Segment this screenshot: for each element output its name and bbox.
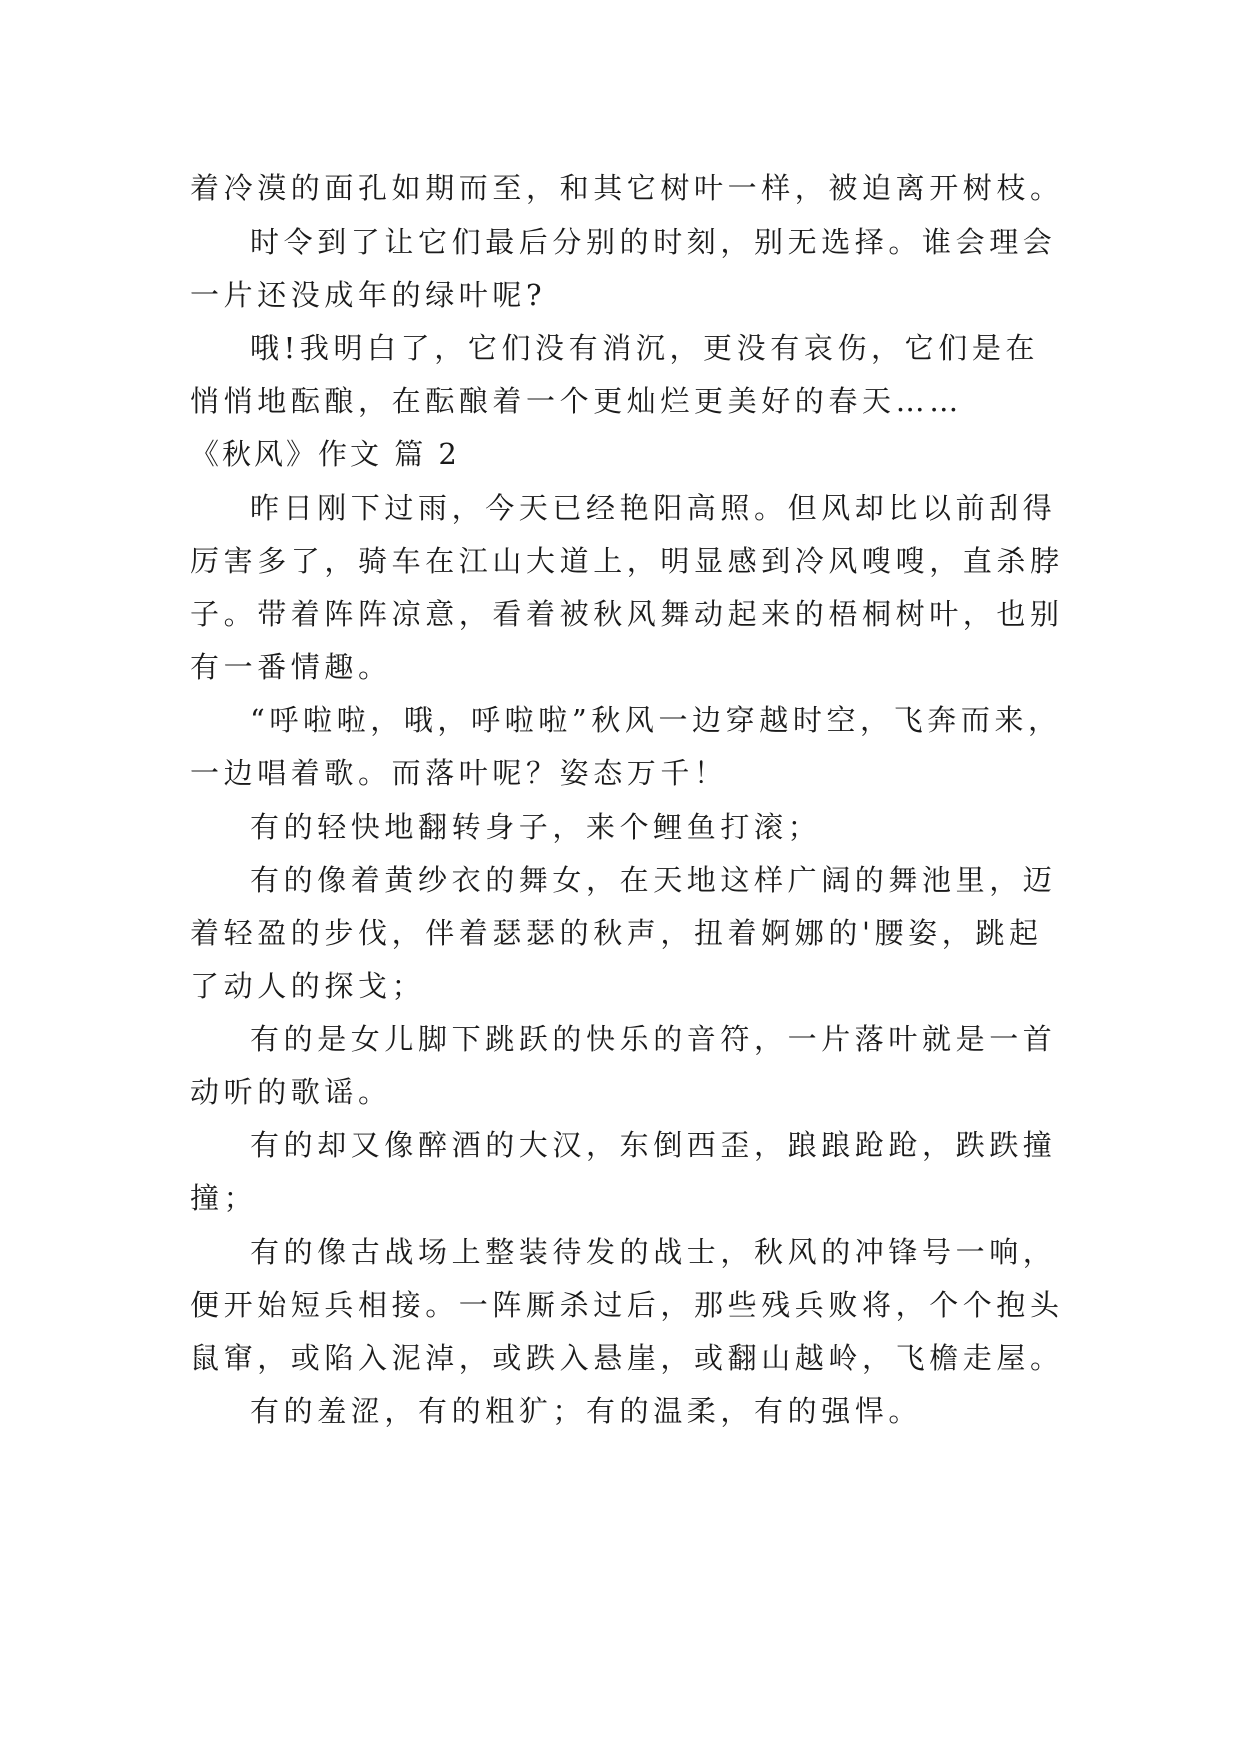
text-line: 有的羞涩，有的粗犷；有的温柔，有的强悍。 bbox=[250, 1394, 923, 1428]
text-line: 了动人的探戈； bbox=[190, 969, 426, 1003]
text-line: 有的却又像醉酒的大汉，东倒西歪，踉踉跄跄，跌跌撞 bbox=[250, 1128, 1057, 1162]
text-line: 鼠窜，或陷入泥淖，或跌入悬崖，或翻山越岭，飞檐走屋。 bbox=[190, 1341, 1064, 1375]
text-line: 一边唱着歌。而落叶呢？姿态万千！ bbox=[190, 756, 728, 790]
text-line: 着轻盈的步伐，伴着瑟瑟的秋声，扭着婀娜的'腰姿，跳起 bbox=[190, 916, 1043, 950]
text-line: 有的轻快地翻转身子，来个鲤鱼打滚； bbox=[250, 810, 822, 844]
text-line: 厉害多了，骑车在江山大道上，明显感到冷风嗖嗖，直杀脖 bbox=[190, 544, 1064, 578]
text-line: 着冷漠的面孔如期而至，和其它树叶一样，被迫离开树枝。 bbox=[190, 171, 1064, 205]
text-line: 便开始短兵相接。一阵厮杀过后，那些残兵败将，个个抱头 bbox=[190, 1288, 1064, 1322]
text-line: 动听的歌谣。 bbox=[190, 1075, 392, 1109]
text-line: 有的像着黄纱衣的舞女，在天地这样广阔的舞池里，迈 bbox=[250, 863, 1057, 897]
section-heading: 《秋风》作文 篇 2 bbox=[190, 437, 460, 471]
text-line: 一片还没成年的绿叶呢? bbox=[190, 278, 547, 312]
text-line: 有一番情趣。 bbox=[190, 650, 392, 684]
text-line: 有的是女儿脚下跳跃的快乐的音符，一片落叶就是一首 bbox=[250, 1022, 1057, 1056]
text-line: “呼啦啦，哦，呼啦啦”秋风一边穿越时空，飞奔而来， bbox=[250, 703, 1062, 737]
text-line: 昨日刚下过雨，今天已经艳阳高照。但风却比以前刮得 bbox=[250, 491, 1057, 525]
text-line: 时令到了让它们最后分别的时刻，别无选择。谁会理会 bbox=[250, 225, 1057, 259]
text-line: 哦!我明白了，它们没有消沉，更没有哀伤，它们是在 bbox=[250, 331, 1040, 365]
text-line: 撞； bbox=[190, 1181, 258, 1215]
text-line: 子。带着阵阵凉意，看着被秋风舞动起来的梧桐树叶，也别 bbox=[190, 597, 1064, 631]
text-line: 有的像古战场上整装待发的战士，秋风的冲锋号一响， bbox=[250, 1235, 1057, 1269]
text-line: 悄悄地酝酿，在酝酿着一个更灿烂更美好的春天…… bbox=[190, 384, 963, 418]
